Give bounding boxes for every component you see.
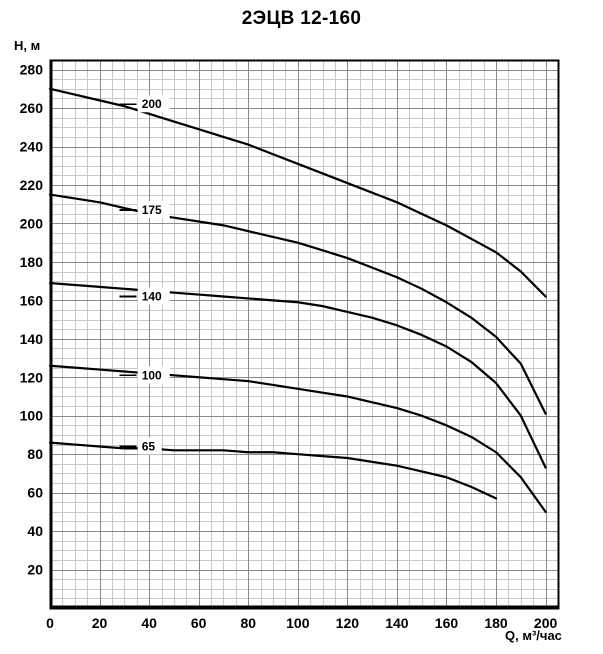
y-tick-label: 40 (27, 523, 43, 540)
x-tick-label: 160 (434, 615, 459, 631)
x-tick-label: 180 (484, 615, 508, 631)
y-tick-label: 60 (27, 484, 43, 501)
y-tick-label: 280 (19, 61, 43, 78)
plot-axes (50, 60, 559, 609)
major-gridlines (50, 60, 558, 608)
y-tick-label: 140 (19, 330, 43, 347)
y-tick-label: 160 (19, 292, 43, 309)
y-tick-label: 200 (19, 215, 43, 232)
x-tick-label: 20 (91, 615, 108, 631)
y-tick-label: 260 (19, 100, 43, 117)
x-tick-label: 0 (46, 615, 54, 631)
x-tick-label: 100 (286, 615, 310, 631)
y-tick-label: 80 (27, 446, 43, 463)
x-axis-label: Q, м³/час (505, 628, 562, 643)
curve-label-140: 140 (141, 289, 162, 304)
chart-title: 2ЭЦВ 12-160 (241, 8, 362, 29)
x-tick-label: 80 (240, 615, 257, 631)
x-tick-label: 140 (385, 615, 409, 631)
y-tick-label: 20 (27, 561, 43, 578)
curve-label-200: 200 (141, 97, 162, 112)
y-tick-label: 180 (19, 253, 43, 270)
minor-gridlines (50, 60, 559, 608)
y-axis-label: H, м (14, 38, 41, 53)
y-tick-label: 100 (19, 407, 43, 424)
curve-label-65: 65 (141, 439, 156, 454)
curve-label-175: 175 (141, 202, 162, 217)
x-tick-label: 120 (335, 615, 360, 631)
curve-label-100: 100 (141, 368, 162, 383)
x-tick-label: 40 (141, 615, 157, 631)
x-tick-label: 60 (190, 615, 207, 631)
y-tick-label: 120 (19, 369, 43, 386)
x-tick-label: 200 (533, 615, 558, 631)
y-tick-label: 220 (19, 176, 43, 193)
y-tick-label: 240 (19, 138, 43, 155)
